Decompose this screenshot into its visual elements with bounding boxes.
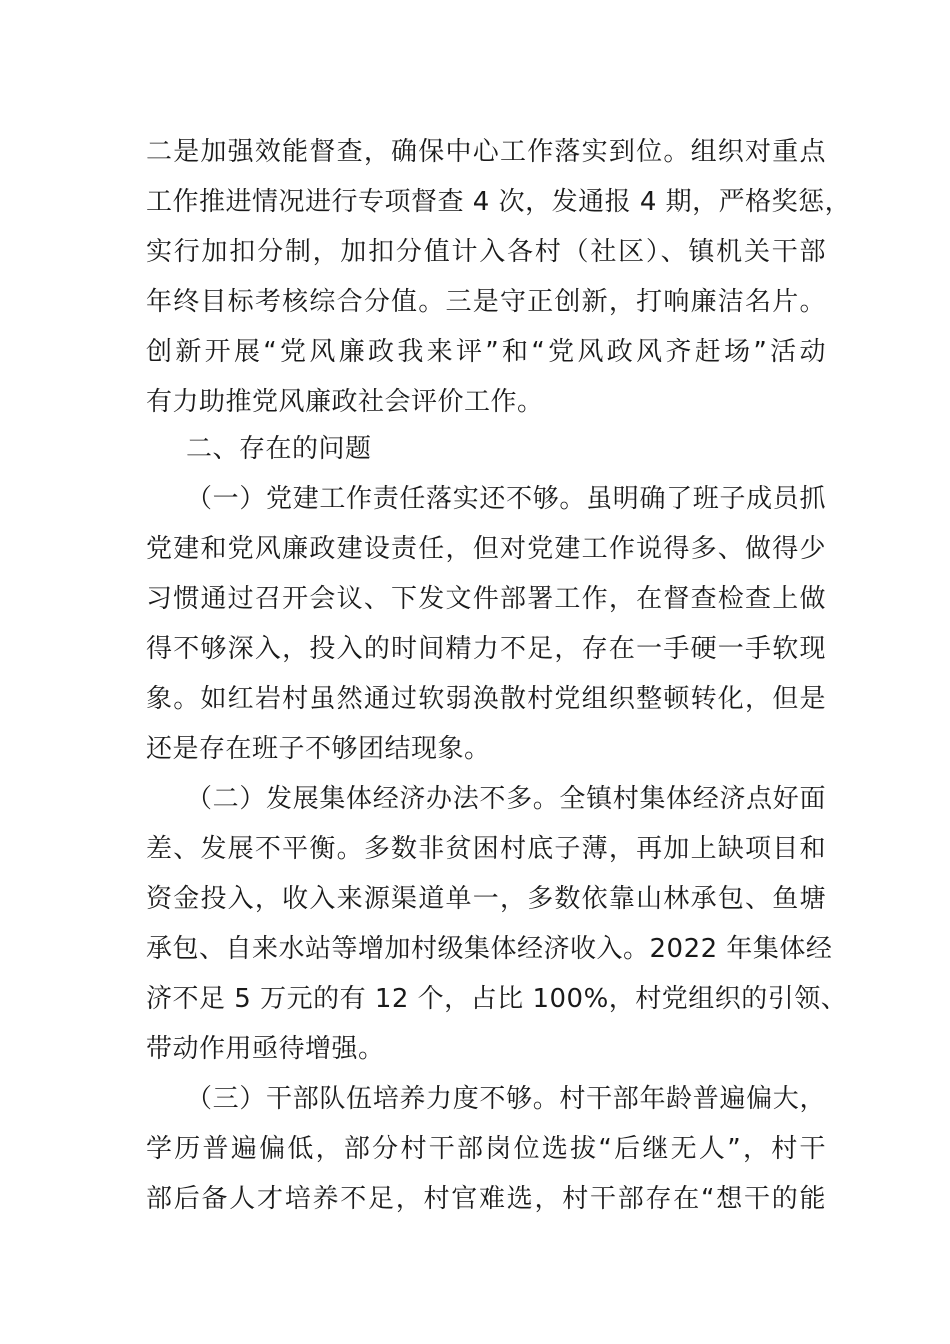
text-line: 象。如红岩村虽然通过软弱涣散村党组织整顿转化，但是 xyxy=(146,684,826,714)
text-line: 部后备人才培养不足，村官难选，村干部存在“想干的能 xyxy=(146,1184,826,1214)
text-line: 党建和党风廉政建设责任，但对党建工作说得多、做得少 xyxy=(146,534,826,564)
text-line: 实行加扣分制，加扣分值计入各村（社区）、镇机关干部 xyxy=(146,237,826,267)
text-line: 二是加强效能督查，确保中心工作落实到位。组织对重点 xyxy=(146,137,826,167)
text-line: 创新开展“党风廉政我来评”和“党风政风齐赶场”活动 xyxy=(146,337,826,367)
text-line: 差、发展不平衡。多数非贫困村底子薄，再加上缺项目和 xyxy=(146,834,826,864)
text-line: 还是存在班子不够团结现象。 xyxy=(146,734,491,764)
section-heading: 二、存在的问题 xyxy=(186,434,372,464)
text-line: 得不够深入，投入的时间精力不足，存在一手硬一手软现 xyxy=(146,634,826,664)
paragraph-first-line: （二）发展集体经济办法不多。全镇村集体经济点好面 xyxy=(186,784,826,814)
text-line: 有力助推党风廉政社会评价工作。 xyxy=(146,387,544,417)
text-line: 带动作用亟待增强。 xyxy=(146,1034,385,1064)
text-line: 济不足 5 万元的有 12 个，占比 100%，村党组织的引领、 xyxy=(146,984,848,1014)
paragraph-first-line: （一）党建工作责任落实还不够。虽明确了班子成员抓 xyxy=(186,484,826,514)
text-line: 资金投入，收入来源渠道单一，多数依靠山林承包、鱼塘 xyxy=(146,884,826,914)
text-line: 承包、自来水站等增加村级集体经济收入。2022 年集体经 xyxy=(146,934,833,964)
text-line: 习惯通过召开会议、下发文件部署工作，在督查检查上做 xyxy=(146,584,826,614)
text-line: 年终目标考核综合分值。三是守正创新，打响廉洁名片。 xyxy=(146,287,826,317)
text-line: 工作推进情况进行专项督查 4 次，发通报 4 期，严格奖惩， xyxy=(146,187,852,217)
paragraph-first-line: （三）干部队伍培养力度不够。村干部年龄普遍偏大， xyxy=(186,1084,826,1114)
text-line: 学历普遍偏低，部分村干部岗位选拔“后继无人”，村干 xyxy=(146,1134,826,1164)
